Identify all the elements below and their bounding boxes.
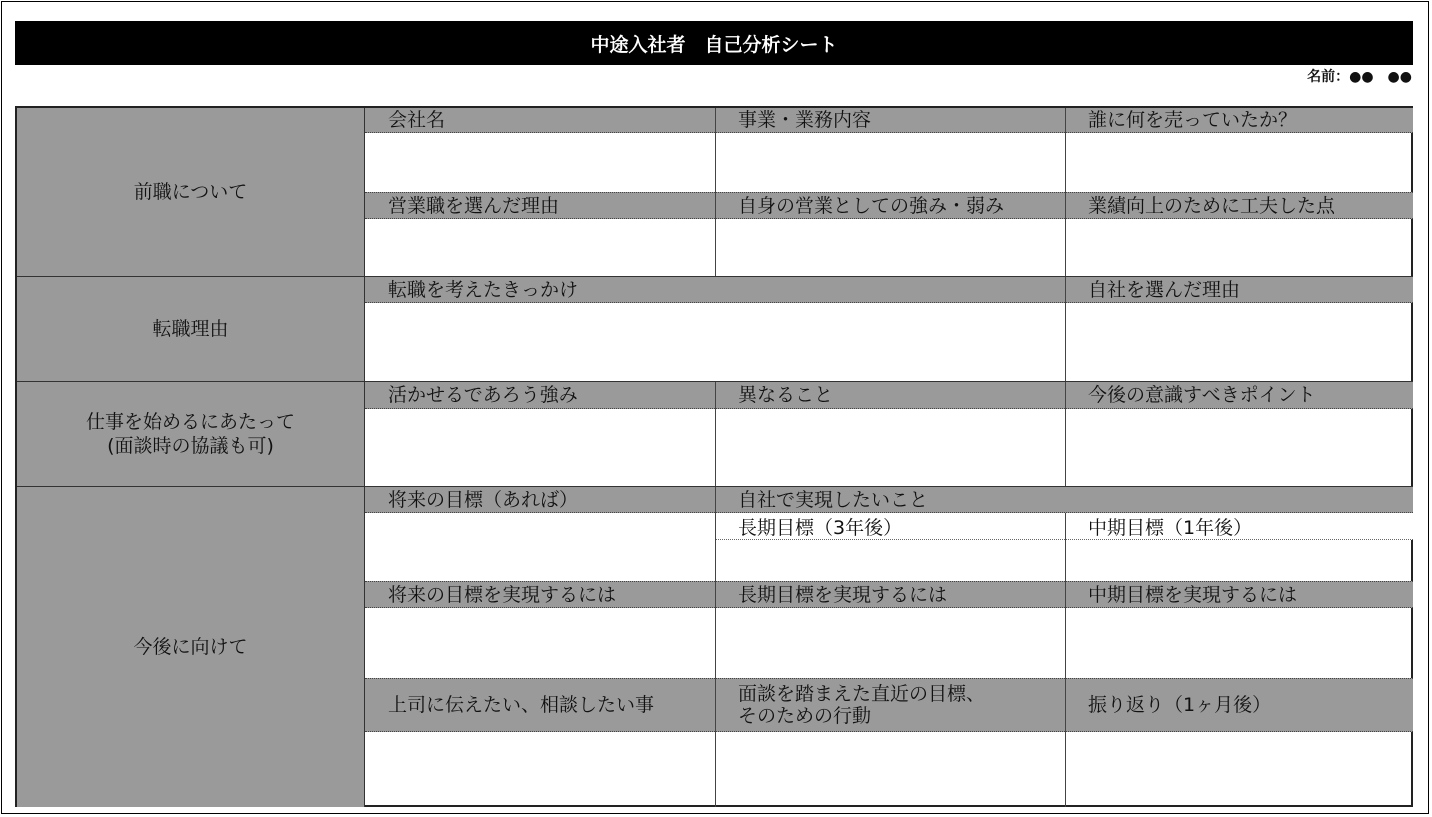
input-review[interactable] bbox=[1065, 732, 1413, 807]
header-achieve-future bbox=[365, 581, 715, 608]
section-label-text: 転職理由 bbox=[152, 318, 229, 340]
input-achieve-mid[interactable] bbox=[1065, 608, 1413, 678]
header-text: 転職を考えたきっかけ bbox=[388, 278, 579, 301]
subheader-long-term bbox=[715, 513, 1065, 540]
header-near-goal bbox=[715, 678, 1065, 732]
input-why-company[interactable] bbox=[1065, 303, 1413, 381]
analysis-table bbox=[15, 106, 1413, 807]
section-label-starting bbox=[17, 382, 365, 486]
input-achieve-future[interactable] bbox=[365, 608, 715, 678]
column-divider bbox=[715, 108, 716, 276]
header-differences bbox=[715, 382, 1065, 409]
header-future-goal bbox=[365, 487, 715, 513]
header-text: 誰に何を売っていたか？ bbox=[1088, 109, 1298, 131]
header-text: 長期目標を実現するには bbox=[738, 583, 948, 606]
header-what-to-whom bbox=[1065, 108, 1413, 133]
header-text: 中期目標を実現するには bbox=[1088, 583, 1298, 606]
input-business[interactable] bbox=[715, 133, 1065, 192]
header-business bbox=[715, 108, 1065, 133]
section-label-text: 今後に向けて bbox=[133, 636, 248, 658]
header-text: 営業職を選んだ理由 bbox=[388, 194, 560, 217]
header-review bbox=[1065, 678, 1413, 732]
input-differences[interactable] bbox=[715, 409, 1065, 486]
header-strengths-weaknesses bbox=[715, 192, 1065, 219]
header-text: 活かせるであろう強み bbox=[388, 384, 578, 406]
input-points[interactable] bbox=[1065, 409, 1413, 486]
header-strengths bbox=[365, 382, 715, 409]
header-achieve-long bbox=[715, 581, 1065, 608]
column-divider bbox=[1065, 277, 1066, 381]
header-text: 将来の目標を実現するには bbox=[388, 583, 617, 606]
header-points bbox=[1065, 382, 1413, 409]
header-why-sales bbox=[365, 192, 715, 219]
input-consult[interactable] bbox=[365, 732, 715, 807]
header-text: 今後の意識すべきポイント bbox=[1088, 384, 1316, 406]
input-trigger[interactable] bbox=[365, 303, 1065, 381]
header-text: 業績向上のために工夫した点 bbox=[1088, 194, 1336, 217]
header-text: 将来の目標（あれば） bbox=[388, 488, 579, 511]
header-text: 会社名 bbox=[388, 109, 446, 131]
header-text: 自社を選んだ理由 bbox=[1088, 278, 1241, 301]
header-text: そのための行動 bbox=[738, 705, 872, 727]
input-near-goal[interactable] bbox=[715, 732, 1065, 807]
header-improvements bbox=[1065, 192, 1413, 219]
input-improvements[interactable] bbox=[1065, 219, 1413, 276]
subheader-text: 長期目標（3年後） bbox=[738, 516, 903, 539]
section-label-text: 前職について bbox=[133, 181, 248, 203]
header-text: 自社で実現したいこと bbox=[738, 488, 929, 511]
section-label-subtext: (面談時の協議も可) bbox=[107, 435, 274, 457]
input-achieve-long[interactable] bbox=[715, 608, 1065, 678]
header-text: 上司に伝えたい、相談したい事 bbox=[388, 694, 655, 716]
header-trigger bbox=[365, 277, 1065, 303]
column-divider bbox=[1065, 108, 1066, 276]
column-divider bbox=[715, 382, 716, 486]
column-divider bbox=[1065, 382, 1066, 486]
input-strengths-weaknesses[interactable] bbox=[715, 219, 1065, 276]
section-label-job-change bbox=[17, 277, 365, 381]
section-label-future bbox=[17, 487, 365, 807]
header-text: 自身の営業としての強み・弱み bbox=[738, 194, 1005, 217]
sheet-title bbox=[15, 21, 1413, 65]
section-label-text: 仕事を始めるにあたって bbox=[85, 411, 295, 433]
header-text: 事業・業務内容 bbox=[738, 109, 872, 131]
input-why-sales[interactable] bbox=[365, 219, 715, 276]
column-divider bbox=[1065, 513, 1066, 807]
header-company bbox=[365, 108, 715, 133]
header-consult bbox=[365, 678, 715, 732]
column-divider bbox=[715, 487, 716, 807]
input-future-goal[interactable] bbox=[365, 513, 715, 581]
header-realize-here bbox=[715, 487, 1413, 513]
name-field[interactable]: 名前：●● ●● bbox=[1307, 69, 1412, 85]
header-text: 振り返り（1ヶ月後） bbox=[1088, 694, 1272, 716]
header-achieve-mid bbox=[1065, 581, 1413, 608]
input-mid-term[interactable] bbox=[1065, 540, 1413, 581]
input-company[interactable] bbox=[365, 133, 715, 192]
sheet-title-text: 中途入社者 自己分析シート bbox=[590, 33, 838, 56]
input-what-to-whom[interactable] bbox=[1065, 133, 1413, 192]
subheader-mid-term bbox=[1065, 513, 1413, 540]
header-text: 面談を踏まえた直近の目標、 bbox=[738, 683, 986, 705]
subheader-text: 中期目標（1年後） bbox=[1088, 516, 1253, 539]
input-strengths[interactable] bbox=[365, 409, 715, 486]
header-why-company bbox=[1065, 277, 1413, 303]
input-long-term[interactable] bbox=[715, 540, 1065, 581]
header-text: 異なること bbox=[738, 384, 834, 406]
section-label-previous-job bbox=[17, 108, 365, 276]
